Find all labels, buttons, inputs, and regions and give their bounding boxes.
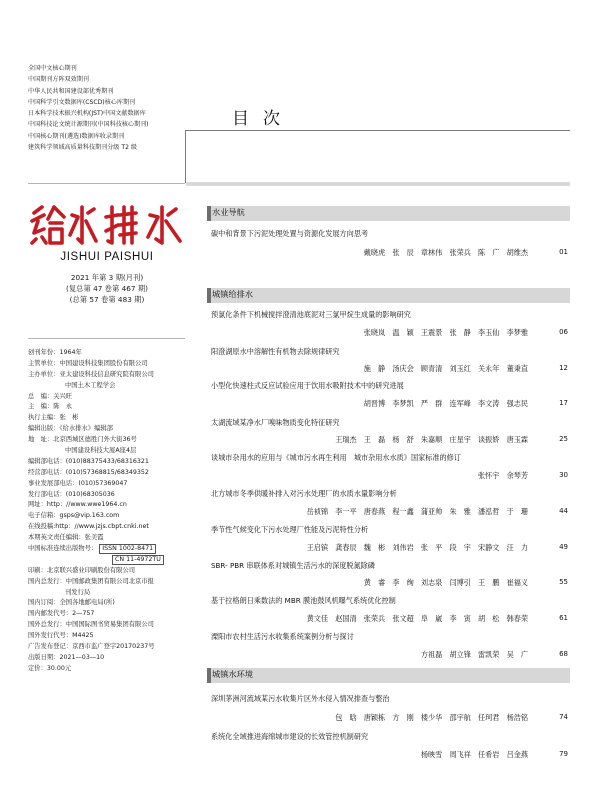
article-title[interactable]: 谈城市杂用水的应用与《城市污水再生利用 城市杂用水水质》国家标准的修订: [211, 453, 461, 462]
article-page[interactable]: 74: [559, 713, 568, 721]
article-title[interactable]: SBR- PBR 串联体系对城镇生活污水的深度脱氮除磷: [211, 561, 375, 570]
divider: [185, 130, 186, 183]
indexing-item: 全国中文核心期刊: [28, 65, 77, 72]
issue-number: 2021 年第 3 期(月刊): [70, 273, 144, 282]
article-page[interactable]: 44: [559, 507, 568, 515]
info-row: 国外总发行：中国国际图书贸易集团有限公司: [28, 621, 154, 629]
article-title[interactable]: 太湖流域某净水厂嗅味物质变化特征研究: [211, 418, 340, 427]
info-row: 中国土木工程学会: [65, 381, 116, 389]
section-marker: [207, 668, 211, 683]
article-authors: 方祖磊 胡立锋 雷凯荣 吴 广: [420, 650, 528, 659]
article-authors: 戴晓虎 张 辰 章林伟 张荣兵 陈 广 胡维杰: [363, 248, 528, 257]
article-authors: 包 晗 唐颖栋 方 刚 楼少华 邵宇航 任珂君 杨浩铭: [335, 713, 528, 722]
article-authors: 施 静 汤庆会 顾青清 刘玉红 关永年 董秉直: [363, 364, 528, 373]
article-title[interactable]: 碳中和背景下污泥处理处置与资源化发展方向思考: [211, 229, 369, 238]
info-row: 编辑出版：《给水排水》编辑部: [28, 425, 114, 433]
info-row: 事业发展部电话：(010)57369047: [28, 479, 128, 487]
indexing-item: 中国科技论文统计源期刊(中国科技核心期刊): [28, 121, 149, 129]
info-row: 网址：http：//www.wwe1964.cn: [28, 501, 127, 509]
article-page[interactable]: 61: [559, 614, 568, 622]
info-row: 出版日期：2021—03—10: [28, 653, 105, 661]
article-page[interactable]: 17: [559, 399, 568, 407]
cn-box: CN 11-4972TU: [112, 555, 164, 565]
article-title[interactable]: 系统化全域推进海绵城市建设的长效管控机制研究: [211, 732, 369, 741]
article-authors: 张怀宇 余琴芳: [478, 471, 528, 480]
article-title[interactable]: 北方城市冬季供暖补排入对污水处理厂的水质水量影响分析: [211, 489, 397, 498]
article-authors: 黄文佳 赵国清 张荣兵 张文超 阜 崴 李 寅 胡 松 韩春荣: [306, 614, 528, 623]
article-page[interactable]: 06: [559, 328, 568, 336]
info-row-cn: [28, 555, 164, 566]
indexing-item: 中国科学引文数据库(CSCD)核心库期刊: [28, 98, 136, 106]
article-title[interactable]: 阳澄湖原水中溶解性有机物去除规律研究: [211, 347, 340, 356]
article-authors: 张晓岚 温 颖 王震景 张 静 李玉仙 李梦雅: [363, 328, 528, 337]
masthead-column: [0, 0, 200, 807]
section-header: 水业导航: [207, 206, 570, 221]
info-row: 在线投稿:http：//www.jzjs.cbpt.cnki.net: [28, 523, 149, 531]
article-title[interactable]: 基于拉格朗日乘数法的 MBR 膜池鼓风机曝气系统优化控制: [211, 596, 396, 605]
article-authors: 黄 睿 李 绚 刘志泉 闫博引 王 鹏 崔福义: [363, 578, 528, 587]
info-row-issn: 中国标准连续出版物号： ISSN 1002-8471: [28, 544, 164, 555]
issn-box: ISSN 1002-8471: [99, 544, 156, 554]
article-page[interactable]: 49: [559, 543, 568, 551]
section-marker: [207, 288, 211, 303]
indexing-list: [28, 63, 149, 153]
decorative-band: [186, 182, 570, 186]
info-row: 编辑部电话：(010)88375433/68316321: [28, 457, 149, 465]
article-authors: 王启镔 龚春辰 魏 彬 刘伟岩 张 平 段 宇 宋静文 汪 力: [306, 543, 528, 552]
article-authors: 岳祯锦 李一平 唐春燕 程一鑫 蒲亚帅 朱 雅 潘泓哲 于 珊: [306, 507, 528, 516]
toc-heading: 目次: [232, 109, 294, 129]
divider: [28, 183, 185, 184]
article-authors: 王瑞杰 王 磊 杨 舒 朱嘉顺 庄星宇 谈振娇 唐玉霖: [335, 435, 528, 444]
info-row: 定价：30.00元: [28, 664, 72, 672]
indexing-item: 中国期刊方阵双效期刊: [28, 76, 89, 84]
info-row: 总 编：关兴旺: [28, 392, 73, 400]
article-page[interactable]: 01: [559, 248, 568, 256]
info-row: 中国建设科技大厦A座4层: [65, 447, 137, 455]
section-header: 城镇水环境: [207, 668, 570, 683]
article-title[interactable]: 溧阳市农村生活污水收集系统案例分析与探讨: [211, 632, 354, 641]
indexing-item: 日本科学技术振兴机构(JST)中国文献数据库: [28, 110, 146, 118]
info-row: 刊发行局: [65, 588, 91, 596]
info-row: 国内邮发代号：2—757: [28, 610, 95, 618]
article-title[interactable]: 深圳茅洲河流域某污水收集片区外水侵入情况排查与整治: [211, 694, 390, 703]
article-title[interactable]: 预氯化条件下机械搅拌澄清池底泥对三氯甲烷生成量的影响研究: [211, 310, 411, 319]
info-row: 电子信箱：gsps@vip.163.com: [28, 512, 120, 520]
info-row: 国内订阅：全国各地邮电局(所): [28, 599, 115, 607]
indexing-item: 中国核心期刊(遴选)数据库收录期刊: [28, 132, 125, 140]
publication-info: [28, 348, 164, 675]
info-row: 主 编：陈 永: [28, 403, 73, 411]
section-marker: [207, 206, 211, 221]
article-title[interactable]: 季节性气候变化下污水处理厂性能及污泥特性分析: [211, 525, 369, 534]
info-row: 主管单位：中国建设科技集团股份有限公司: [28, 359, 148, 367]
info-row: 创刊年份：1964年: [28, 349, 82, 356]
issue-info: [28, 272, 186, 305]
section-header: 城镇给排水: [207, 288, 570, 303]
info-row: 本期英文责任编辑：张美霞: [28, 534, 104, 542]
info-row: 地 址：北京西城区德胜门外大街36号: [28, 436, 137, 444]
article-page[interactable]: 55: [559, 578, 568, 586]
info-row: 主办单位：亚太建设科技信息研究院有限公司: [28, 370, 154, 378]
info-row: 国外发行代号：M4425: [28, 632, 94, 640]
article-page[interactable]: 12: [559, 364, 568, 372]
divider: [28, 338, 185, 339]
article-page[interactable]: 79: [559, 750, 568, 758]
indexing-item: 建筑科学领域高质量科技期刊分级 T2 级: [28, 144, 137, 152]
info-row: 执行主编：张 彬: [28, 414, 79, 422]
info-row: 发行部电话：(010)68305036: [28, 490, 115, 498]
info-row: 广告发布登记：京西市监广登字20170237号: [28, 643, 155, 651]
article-authors: 胡晋博 李梦凯 严 群 连军峰 李文涛 强志民: [363, 399, 528, 408]
journal-pinyin: JISHUI PAISHUI: [60, 251, 154, 263]
article-title[interactable]: 小型化快速柱式反应试验应用于饮用水吸附技术中的研究进展: [211, 381, 404, 390]
article-authors: 杨映雪 周飞祥 任希岩 吕金燕: [420, 750, 528, 759]
info-row: 经营部电话：(010)57368815/68349352: [28, 468, 149, 476]
total-issue-2: (总第 57 卷第 483 期): [69, 295, 145, 304]
article-page[interactable]: 25: [559, 435, 568, 443]
journal-logo: [28, 203, 188, 247]
article-page[interactable]: 30: [559, 471, 568, 479]
info-row: 印刷：北京联兴盛业印刷股份有限公司: [28, 566, 136, 574]
indexing-item: 中华人民共和国建设部优秀期刊: [28, 87, 114, 95]
info-row: 国内总发行：中国邮政集团有限公司北京市报: [28, 577, 154, 585]
divider: [186, 130, 570, 131]
article-page[interactable]: 68: [559, 650, 568, 658]
total-issue-1: (复总第 47 卷第 467 期): [66, 284, 148, 293]
